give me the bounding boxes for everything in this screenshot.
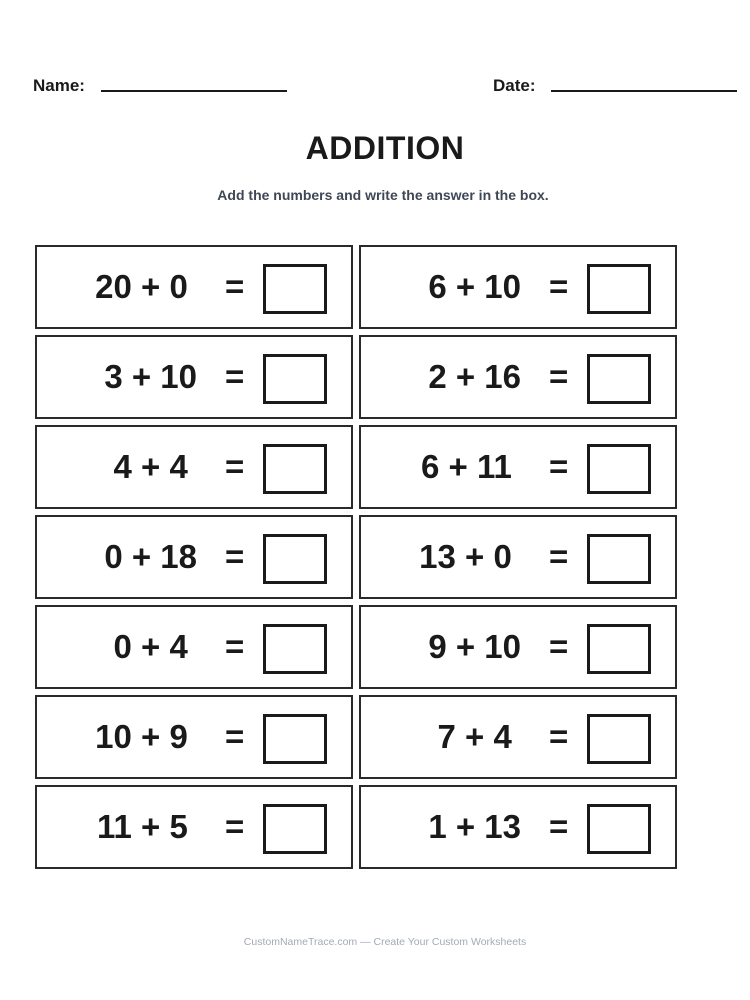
- answer-box[interactable]: [263, 354, 327, 404]
- answer-box[interactable]: [587, 444, 651, 494]
- answer-box[interactable]: [263, 534, 327, 584]
- answer-box[interactable]: [263, 624, 327, 674]
- date-label: Date:: [493, 76, 536, 95]
- problem-cell: [359, 785, 677, 869]
- answer-box[interactable]: [587, 264, 651, 314]
- equals-sign: =: [225, 718, 245, 755]
- problem-expression: 13 + 0: [419, 538, 521, 575]
- answer-box[interactable]: [587, 804, 651, 854]
- problem-expression: 11 + 5: [96, 808, 197, 845]
- equals-sign: =: [549, 628, 569, 665]
- problem-expression: 2 + 16: [428, 358, 521, 395]
- problem-cell: [35, 605, 353, 689]
- equals-sign: =: [225, 268, 245, 305]
- problem-cell: [359, 695, 677, 779]
- equals-sign: =: [225, 808, 245, 845]
- equals-sign: =: [549, 448, 569, 485]
- problem-cell: [35, 515, 353, 599]
- answer-box[interactable]: [587, 714, 651, 764]
- answer-box[interactable]: [587, 624, 651, 674]
- problem-cell: [35, 785, 353, 869]
- name-label: Name:: [33, 76, 85, 95]
- answer-box[interactable]: [263, 714, 327, 764]
- equals-sign: =: [225, 358, 245, 395]
- problem-expression: 20 + 0: [95, 268, 197, 305]
- instructions: Add the numbers and write the answer in the box.: [217, 187, 549, 203]
- equals-sign: =: [225, 448, 245, 485]
- answer-box[interactable]: [587, 354, 651, 404]
- footer-credit: CustomNameTrace.com — Create Your Custom Worksheets: [243, 936, 527, 948]
- answer-box[interactable]: [263, 264, 327, 314]
- equals-sign: =: [225, 538, 245, 575]
- date-field[interactable]: [551, 90, 737, 92]
- page-title: ADDITION: [305, 130, 465, 166]
- problem-cell: [35, 335, 353, 419]
- problem-expression: 7 + 4: [437, 718, 521, 755]
- name-field[interactable]: [101, 90, 287, 92]
- equals-sign: =: [549, 808, 569, 845]
- problem-cell: [35, 695, 353, 779]
- problem-expression: 6 + 11: [420, 448, 521, 485]
- problem-expression: 9 + 10: [428, 628, 521, 665]
- answer-box[interactable]: [263, 804, 327, 854]
- problem-cell: [359, 245, 677, 329]
- problem-expression: 0 + 4: [113, 628, 197, 665]
- answer-box[interactable]: [587, 534, 651, 584]
- problem-cell: [35, 425, 353, 509]
- problem-cell: [35, 245, 353, 329]
- problem-expression: 6 + 10: [428, 268, 521, 305]
- problem-cell: [359, 515, 677, 599]
- problem-expression: 10 + 9: [95, 718, 197, 755]
- equals-sign: =: [549, 358, 569, 395]
- problem-expression: 4 + 4: [113, 448, 197, 485]
- equals-sign: =: [225, 628, 245, 665]
- problem-cell: [359, 425, 677, 509]
- problem-cell: [359, 605, 677, 689]
- equals-sign: =: [549, 718, 569, 755]
- problem-grid: [35, 245, 682, 874]
- equals-sign: =: [549, 538, 569, 575]
- answer-box[interactable]: [263, 444, 327, 494]
- problem-cell: [359, 335, 677, 419]
- problem-expression: 3 + 10: [104, 358, 197, 395]
- equals-sign: =: [549, 268, 569, 305]
- problem-expression: 1 + 13: [428, 808, 521, 845]
- problem-expression: 0 + 18: [104, 538, 197, 575]
